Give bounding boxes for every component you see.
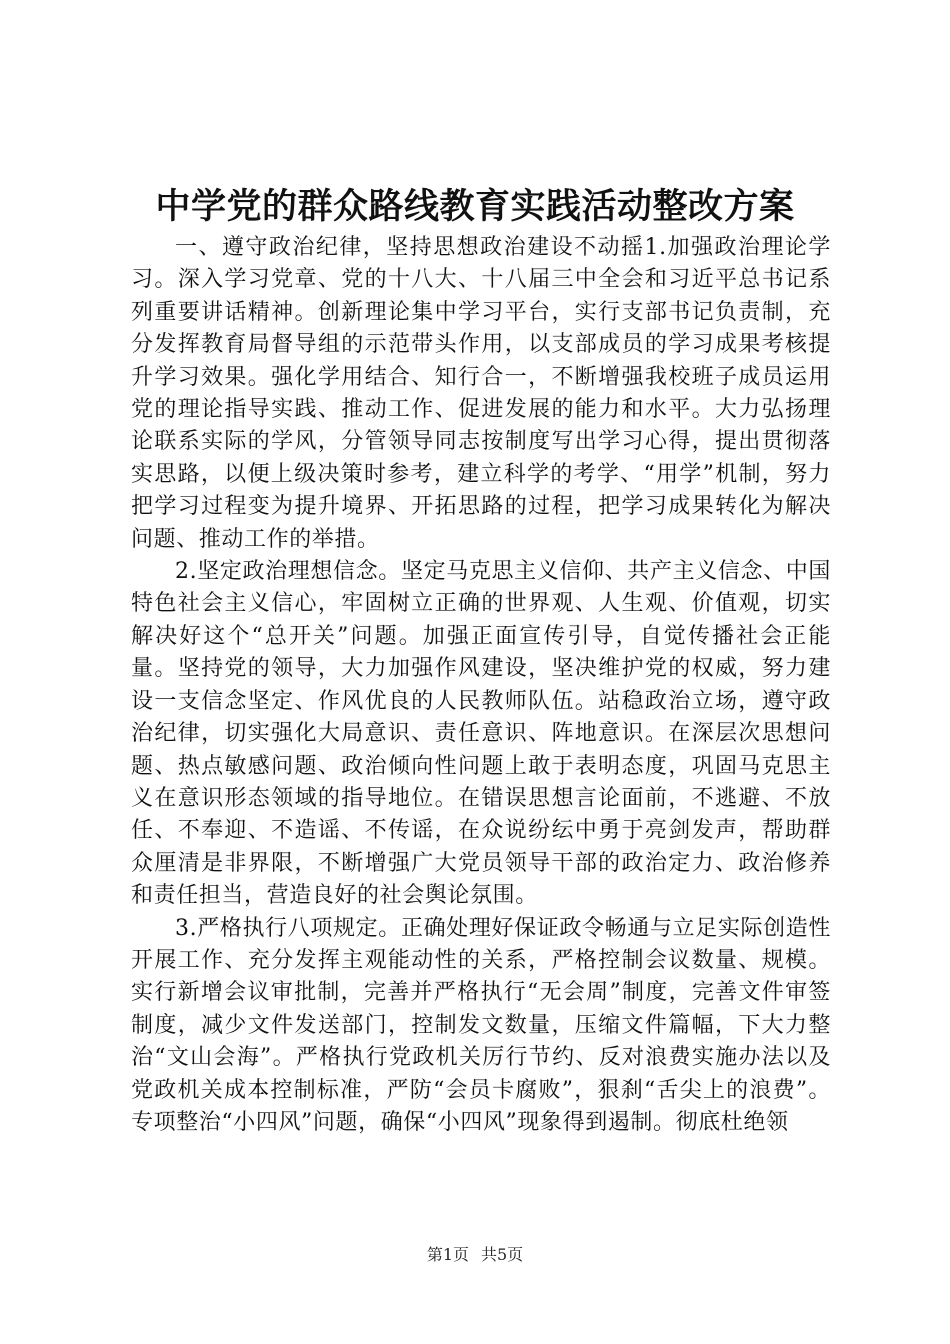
document-title: 中学党的群众路线教育实践活动整改方案 [155,186,795,227]
body-paragraph-3: 3.严格执行八项规定。正确处理好保证政令畅通与立足实际创造性开展工作、充分发挥主观能动性的关系，严格控制会议数量、规模。实行新增会议审批制，完善并严格执行“无会周”制度，完善文件审签制度，减少文件发送部门，控制发文数量，压缩文件篇幅，下大力整治“文山会海”。严格执行党政机关厉行节约、反对浪费实施办法以及党政机关成本控制标准，严防“会员卡腐败”，狠刹“舌尖上的浪费”。专项整治“小四风”问题，确保“小四风”现象得到遏制。彻底杜绝领 [131,915,831,1135]
body-paragraph-1: 一、遵守政治纪律，坚持思想政治建设不动摇1.加强政治理论学习。深入学习党章、党的十八大、十八届三中全会和习近平总书记系列重要讲话精神。创新理论集中学习平台，实行支部书记负责制，充分发挥教育局督导组的示范带头作用，以支部成员的学习成果考核提升学习效果。强化学用结合、知行合一，不断增强我校班子成员运用党的理论指导实践、推动工作、促进发展的能力和水平。大力弘扬理论联系实际的学风，分管领导同志按制度写出学习心得，提出贯彻落实思路，以便上级决策时参考，建立科学的考学、“用学”机制，努力把学习过程变为提升境界、开拓思路的过程，把学习成果转化为解决问题、推动工作的举措。 [131,235,831,552]
document-body [131,232,831,1139]
page-total: 共5页 [481,1245,524,1264]
body-paragraph-2: 2.坚定政治理想信念。坚定马克思主义信仰、共产主义信念、中国特色社会主义信心，牢固树立正确的世界观、人生观、价值观，切实解决好这个“总开关”问题。加强正面宣传引导，自觉传播社会正能量。坚持党的领导，大力加强作风建设，坚决维护党的权威，努力建设一支信念坚定、作风优良的人民教师队伍。站稳政治立场，遵守政治纪律，切实强化大局意识、责任意识、阵地意识。在深层次思想问题、热点敏感问题、政治倾向性问题上敢于表明态度，巩固马克思主义在意识形态领域的指导地位。在错误思想言论面前，不逃避、不放任、不奉迎、不造谣、不传谣，在众说纷纭中勇于亮剑发声，帮助群众厘清是非界限，不断增强广大党员领导干部的政治定力、政治修养和责任担当，营造良好的社会舆论氛围。 [131,559,831,909]
page-number: 第1页 [426,1245,469,1264]
page-footer [0,1245,950,1265]
